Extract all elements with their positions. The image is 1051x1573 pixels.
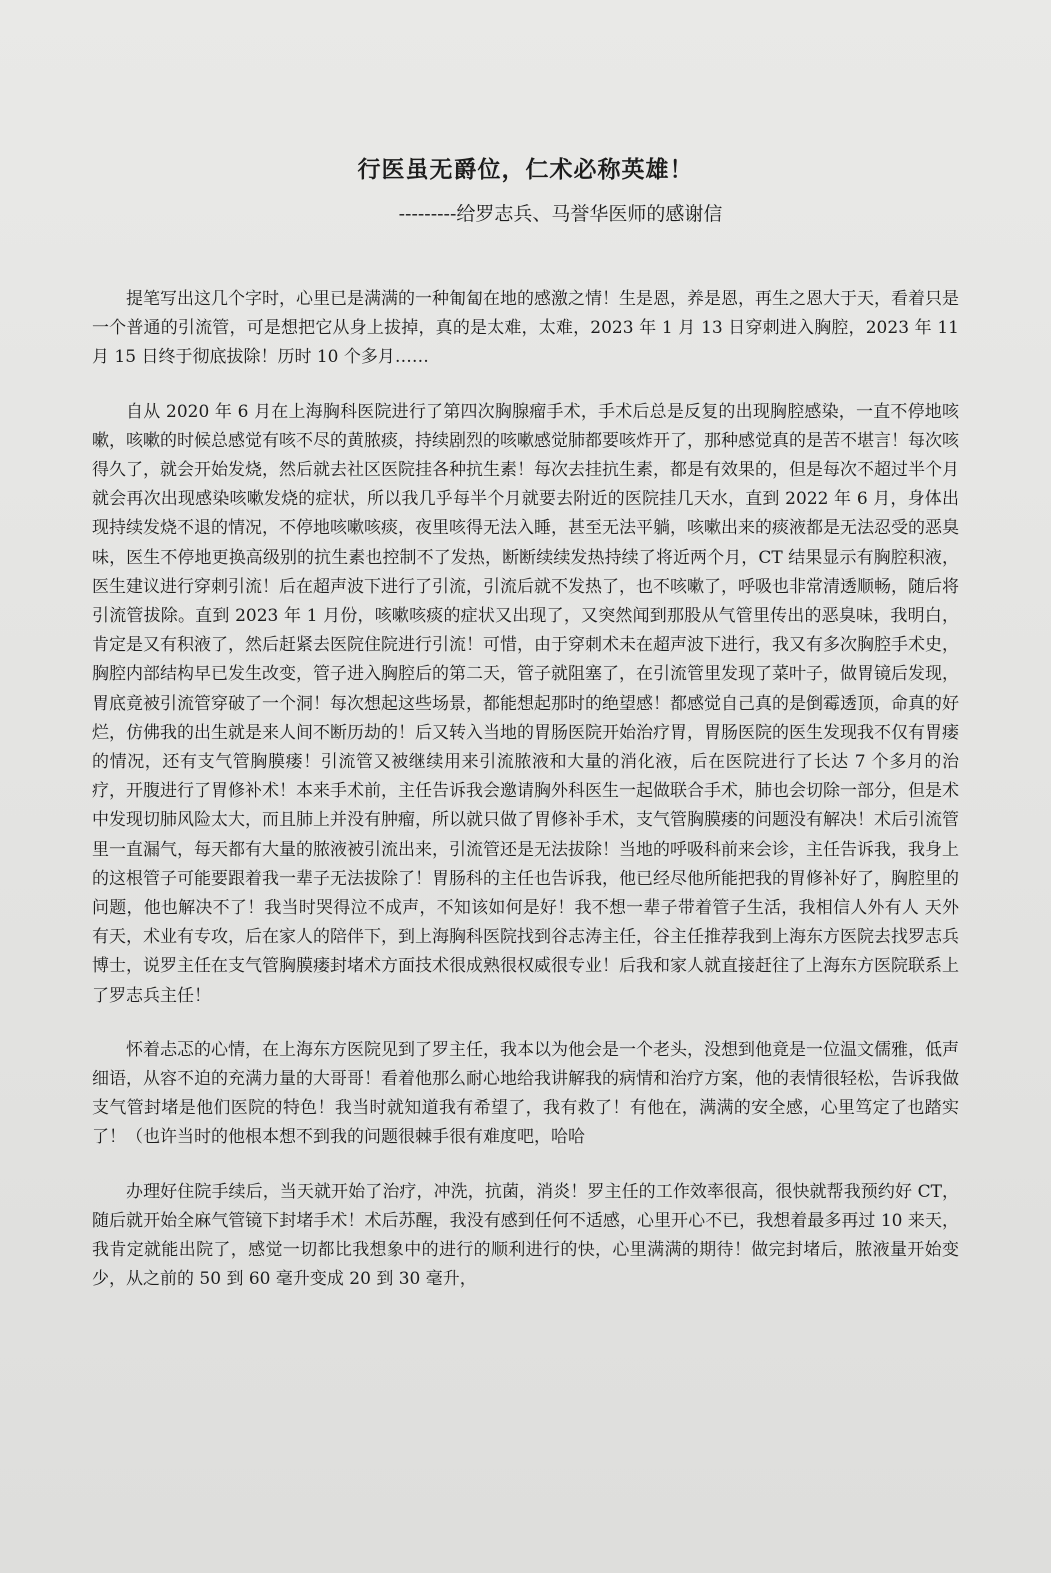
paragraph-medical-history: 自从 2020 年 6 月在上海胸科医院进行了第四次胸腺瘤手术，手术后总是反复的出现胸腔感染，一直不停地咳嗽，咳嗽的时候总感觉有咳不尽的黄脓痰，持续剧烈的咳嗽感觉肺都要咳炸开了，那种感觉真的是苦不堪言！每次咳得久了，就会开始发烧，然后就去社区医院挂各种抗生素！每次去挂抗生素，都是有效果的，但是每次不超过半个月就会再次出现感染咳嗽发烧的症状，所以我几乎每半个月就要去附近的医院挂几天水，直到 2022 年 6 月，身体出现持续发烧不退的情况，不停地咳嗽咳痰，夜里咳得无法入睡，甚至无法平躺，咳嗽出来的痰液都是无法忍受的恶臭味，医生不停地更换高级别的抗生素也控制不了发热，断断续续发热持续了将近两个月，CT 结果显示有胸腔积液，医生建议进行穿刺引流！后在超声波下进行了引流，引流后就不发热了，也不咳嗽了，呼吸也非常清透顺畅，随后将引流管拔除。直到 2023 年 1 月份，咳嗽咳痰的症状又出现了，又突然闻到那股从气管里传出的恶臭味，我明白，肯定是又有积液了，然后赶紧去医院住院进行引流！可惜，由于穿刺术未在超声波下进行，我又有多次胸腔手术史，胸腔内部结构早已发生改变，管子进入胸腔后的第二天，管子就阻塞了，在引流管里发现了菜叶子，做胃镜后发现，胃底竟被引流管穿破了一个洞！每次想起这些场景，都能想起那时的绝望感！都感觉自己真的是倒霉透顶，命真的好烂，仿佛我的出生就是来人间不断历劫的！后又转入当地的胃肠医院开始治疗胃，胃肠医院的医生发现我不仅有胃瘘的情况，还有支气管胸膜瘘！引流管又被继续用来引流脓液和大量的消化液，后在医院进行了长达 7 个多月的治疗，开腹进行了胃修补术！本来手术前，主任告诉我会邀请胸外科医生一起做联合手术，肺也会切除一部分，但是术中发现切肺风险太大，而且肺上并没有肿瘤，所以就只做了胃修补手术，支气管胸膜瘘的问题没有解决！术后引流管里一直漏气，每天都有大量的脓液被引流出来，引流管还是无法拔除！当地的呼吸科前来会诊，主任告诉我，我身上的这根管子可能要跟着我一辈子无法拔除了！胃肠科的主任也告诉我，他已经尽他所能把我的胃修补好了，胸腔里的问题，他也解决不了！我当时哭得泣不成声，不知该如何是好！我不想一辈子带着管子生活，我相信人外有人 天外有天，术业有专攻，后在家人的陪伴下，到上海胸科医院找到谷志涛主任，谷主任推荐我到上海东方医院去找罗志兵博士，说罗主任在支气管胸膜瘘封堵术方面技术很成熟很权威很专业！后我和家人就直接赶往了上海东方医院联系上了罗志兵主任！ xyxy=(92,401,959,1006)
paragraph-first-meeting: 怀着忐忑的心情，在上海东方医院见到了罗主任，我本以为他会是一个老头，没想到他竟是一位温文儒雅，低声细语，从容不迫的充满力量的大哥哥！看着他那么耐心地给我讲解我的病情和治疗方案，他的表情很轻松，告诉我做支气管封堵是他们医院的特色！我当时就知道我有希望了，我有救了！有他在，满满的安全感，心里笃定了也踏实了！（也许当时的他根本想不到我的问题很棘手很有难度吧，哈哈 xyxy=(92,1039,959,1148)
letter-body xyxy=(92,285,959,1295)
letter-subtitle: ---------给罗志兵、马誉华医师的感谢信 xyxy=(398,203,723,225)
paragraph-treatment: 办理好住院手续后，当天就开始了治疗，冲洗，抗菌，消炎！罗主任的工作效率很高，很快就帮我预约好 CT，随后就开始全麻气管镜下封堵手术！术后苏醒，我没有感到任何不适感，心里开心不已，我想着最多再过 10 来天，我肯定就能出院了，感觉一切都比我想象中的进行的顺利进行的快，心里满满的期待！做完封堵后，脓液量开始变少，从之前的 50 到 60 毫升变成 20 到 30 毫升， xyxy=(92,1181,959,1290)
letter-title: 行医虽无爵位，仁术必称英雄！ xyxy=(357,156,694,183)
paragraph-opening: 提笔写出这几个字时，心里已是满满的一种匍匐在地的感激之情！生是恩，养是恩，再生之恩大于天，看着只是一个普通的引流管，可是想把它从身上拔掉，真的是太难，太难，2023 年 1 月 13 日穿刺进入胸腔，2023 年 11 月 15 日终于彻底拔除！历时 10 个多月…… xyxy=(92,289,959,368)
